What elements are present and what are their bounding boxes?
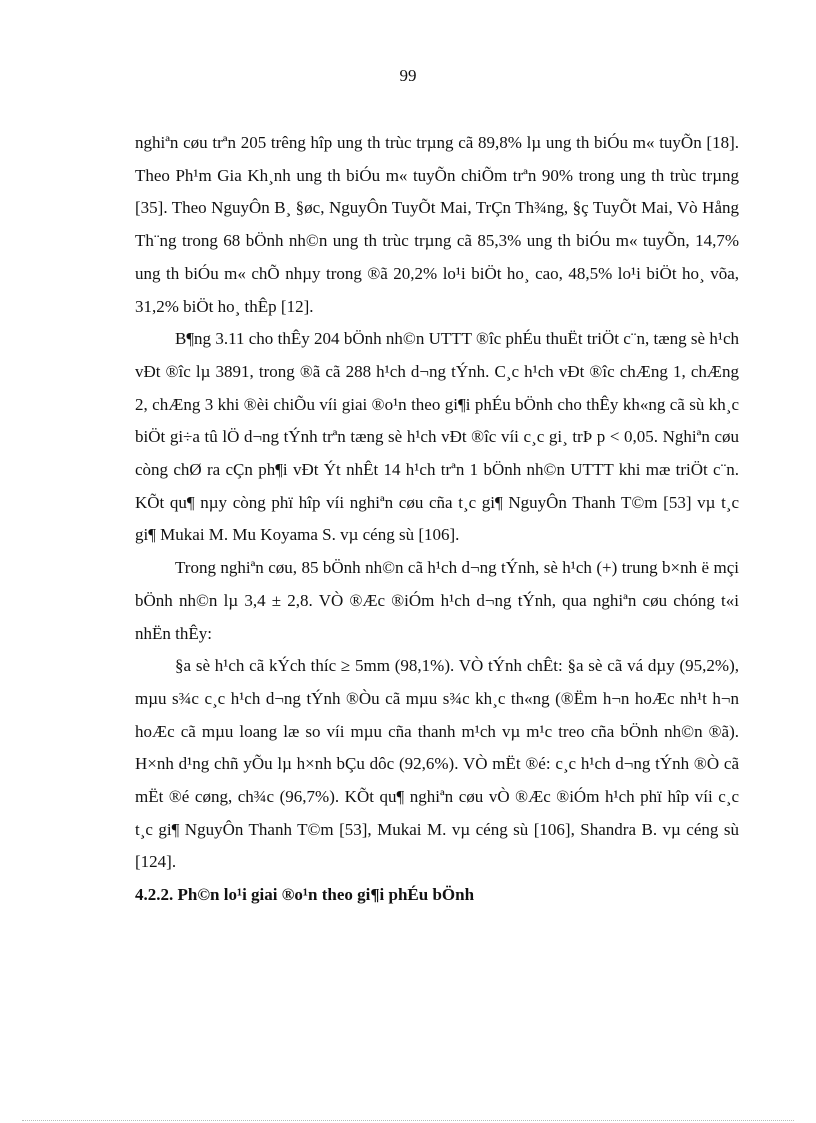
paragraph-3: Trong nghiªn cøu, 85 bÖnh nh©n cã h¹ch d¬ng tÝnh, sè h¹ch (+) trung b×nh ë mçi bÖnh nh©n lµ 3,4 ± 2,8. VÒ ®Æc ®iÓm h¹ch d¬ng tÝnh, qua nghiªn cøu chóng t«i nhËn thÊy: [135,558,739,643]
section-heading: 4.2.2. Ph©n lo¹i giai ®o¹n theo gi¶i phÉu bÖnh [135,885,475,905]
paragraph-4: §a sè h¹ch cã kÝch thíc ≥ 5mm (98,1%). VÒ tÝnh chÊt: §a sè cã vá dµy (95,2%), mµu s¾c c¸c h¹ch d¬ng tÝnh ®Òu cã mµu s¾c kh¸c th«ng (®Ëm h¬n hoÆc nh¹t h¬n hoÆc cã mµu loang læ so víi mµu cña thanh m¹ch vµ m¹c treo cña bÖnh nh©n ®ã). H×nh d¹ng chñ yÕu lµ h×nh bÇu dôc (92,6%). VÒ mËt ®é: c¸c h¹ch d¬ng tÝnh ®Ò cã mËt ®é cøng, ch¾c (96,7%). KÕt qu¶ nghiªn cøu vÒ ®Æc ®iÓm h¹ch phï hîp víi c¸c t¸c gi¶ NguyÔn Thanh T©m [53], Mukai M. vµ céng sù [106], Shandra B. vµ céng sù [124]. [135,656,739,872]
paragraph-1: nghiªn cøu trªn 205 trêng hîp ung th trùc trµng cã 89,8% lµ ung th biÓu m« tuyÕn [18]. Theo Ph¹m Gia Kh¸nh ung th biÓu m« tuyÕn chiÕm trªn 90% trong ung th trùc trµng [35]. Theo NguyÔn B¸ §øc, NguyÔn TuyÕt Mai, TrÇn Th¾ng, §ç TuyÕt Mai, Vò Hång Th¨ng trong 68 bÖnh nh©n ung th trùc trµng cã 85,3% ung th biÓu m« tuyÕn, 14,7% ung th biÓu m« chÕ nhµy trong ®ã 20,2% lo¹i biÖt ho¸ cao, 48,5% lo¹i biÖt ho¸ võa, 31,2% biÖt ho¸ thÊp [12]. [135,133,739,316]
paragraph-2: B¶ng 3.11 cho thÊy 204 bÖnh nh©n UTTT ®îc phÉu thuËt triÖt c¨n, tæng sè h¹ch vÐt ®îc lµ 3891, trong ®ã cã 288 h¹ch d¬ng tÝnh. C¸c h¹ch vÐt ®îc chÆng 1, chÆng 2, chÆng 3 khi ®èi chiÕu víi giai ®o¹n theo gi¶i phÉu bÖnh cho thÊy kh«ng cã sù kh¸c biÖt gi÷a tû lÖ d¬ng tÝnh trªn tæng sè h¹ch vÐt ®îc víi c¸c gi¸ trÞ p < 0,05. Nghiªn cøu còng chØ ra cÇn ph¶i vÐt Ýt nhÊt 14 h¹ch trªn 1 bÖnh nh©n UTTT khi mæ triÖt c¨n. KÕt qu¶ nµy còng phï hîp víi nghiªn cøu cña t¸c gi¶ NguyÔn Thanh T©m [53] vµ t¸c gi¶ Mukai M. Mu Koyama S. vµ céng sù [106]. [135,329,739,545]
page-bottom-divider [22,1120,794,1121]
body-text [135,127,739,912]
page-number: 99 [399,66,417,85]
